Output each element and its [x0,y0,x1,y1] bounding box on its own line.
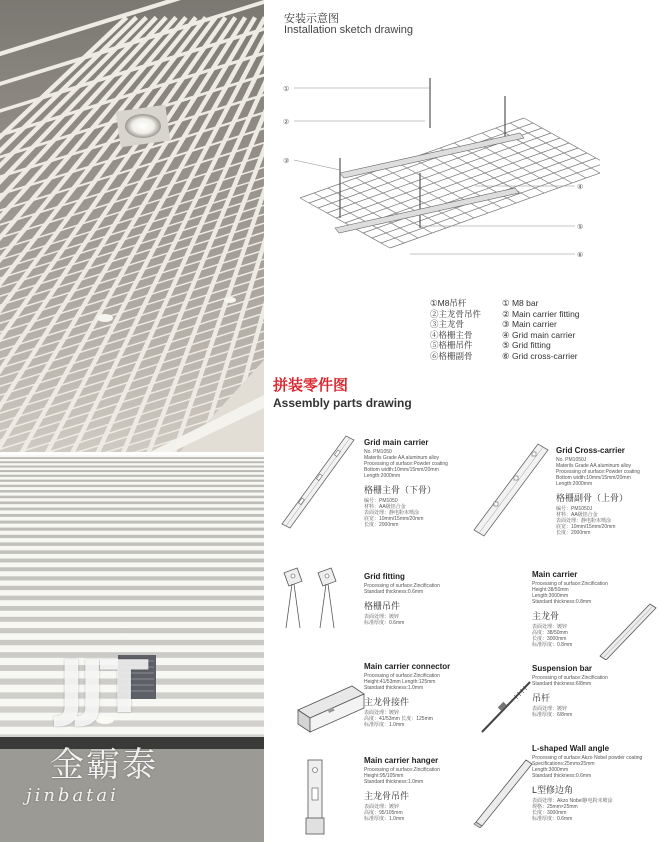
spec-line-cn: 长度：3000mm [532,810,567,816]
part-title: Grid main carrier [364,438,429,447]
part-title: Grid fitting [364,572,405,581]
assembly-title-cn: 拼装零件图 [273,377,349,394]
spec-line-cn: 底宽：10mm/15mm/20mm [556,524,616,530]
legend-cn-item: ⑤格栅吊件 [430,340,473,350]
part-title: Main carrier connector [364,662,451,671]
legend-cn-item: ⑥格栅副骨 [430,350,473,361]
spec-line: Standard thickness:6/8mm [532,681,592,687]
installation-title-cn: 安装示意图 [284,13,339,25]
spec-line: Height:41/53mm Length:125mm [364,679,436,685]
main-carrier-hanger-drawing [300,758,330,840]
part-title: Suspension bar [532,664,593,673]
spec-line-cn: 标准厚度：1.0mm [364,816,405,822]
spec-line: Processing of surface:Zincification [532,675,608,681]
wall-angle-drawing [470,756,536,828]
spec-line-cn: 表面处理：静电粉末喷涂 [364,510,420,516]
spec-line-cn: 长度：3000mm [532,636,567,642]
spec-line: Length:2000mm [556,481,593,487]
spec-sheet [270,0,660,842]
spec-line-cn: 表面处理：镀锌 [532,624,568,630]
spec-line: Standard thickness:1.0mm [364,685,424,691]
callout-4: ④ [577,184,584,191]
grid-cross-carrier-drawing [470,440,552,540]
logo-pinyin: jinbatai [26,785,119,806]
spec-line: Standard thickness:1.0mm [364,779,424,785]
spec-line: Materils Grade AA aluminum alloy [364,455,440,461]
part-grid-fitting [364,572,440,626]
spec-line: Length:3000mm [532,767,569,773]
part-grid-cross-carrier [556,446,640,536]
legend-en-item: ⑤ Grid fitting [502,340,551,350]
spec-line: Bottom width:10mm/15mm/20mm [364,467,439,473]
installation-title-en: Installation sketch drawing [284,24,414,36]
legend-cn-item: ②主龙骨吊件 [430,308,482,319]
legend-cn-item: ①M8吊杆 [430,298,467,308]
suspension-bar-drawing [476,678,536,736]
spec-line-cn: 标准厚度：1.0mm [364,722,405,728]
spec-line-cn: 标准厚度：0.6mm [532,816,573,822]
part-title: Grid Cross-carrier [556,446,625,455]
spec-line-cn: 高度：95/105mm [364,810,403,816]
spec-line-cn: 长度：2000mm [556,530,591,536]
part-title: Main carrier [532,570,578,579]
spec-line-cn: 编号：PM1050J [556,506,593,512]
spec-line-cn: 表面处理：镀锌 [532,706,568,712]
grid-fitting-drawing [280,566,350,636]
spec-line-cn: 标准厚度：0.6mm [364,620,405,626]
assembly-title-en: Assembly parts drawing [273,396,412,410]
spec-line-cn: 规格：25mm×25mm [532,804,578,810]
spec-line: No. PM1050J [556,457,587,463]
main-carrier-connector-drawing [292,680,370,736]
spec-line: Processing of surface:Zincification [364,583,440,589]
company-logo [26,645,190,835]
grid-ceiling-photo [0,0,264,452]
callout-3: ③ [283,158,290,165]
spec-line-cn: 表面处理：镀锌 [364,614,400,620]
installation-sketch [280,78,600,283]
spec-line-cn: 标准厚度：6/8mm [532,712,573,718]
legend-en-item: ③ Main carrier [502,319,557,329]
legend-en [502,298,580,361]
part-title-cn: 吊杆 [532,693,551,703]
spec-line-cn: 表面处理：静电粉末喷涂 [556,518,612,524]
spec-line: Processing of surface:Powder coating [364,461,448,467]
legend-en-item: ① M8 bar [502,298,539,308]
spec-line-cn: 标准厚度：0.8mm [532,642,573,648]
logo-mark: JJT [58,645,143,729]
spec-line-cn: 材料：AA级铝合金 [556,512,598,518]
part-title: Main carrier hanger [364,756,439,765]
part-title: L-shaped Wall angle [532,744,610,753]
legend-cn-item: ③主龙骨 [430,319,465,329]
spec-line-cn: 编号：PM1050 [364,498,398,504]
spec-line: Processing of surface:Zincification [532,581,608,587]
spec-line: Length:3000mm [532,593,569,599]
part-title-cn: 格栅主骨（下骨） [364,485,437,495]
part-title-cn: 主龙骨接件 [364,697,410,707]
spec-line: Standard thickness:0.6mm [532,773,592,779]
legend-en-item: ⑥ Grid cross-carrier [502,350,578,361]
part-title-cn: 格栅吊件 [364,601,401,611]
spec-line: No. PM1050 [364,449,392,455]
part-grid-main-carrier [364,438,448,528]
callout-6: ⑥ [577,252,584,259]
spec-line-cn: 长度：2000mm [364,522,399,528]
legend-cn [430,298,481,361]
spec-line: Height:38/50mm [532,587,569,593]
spec-line-cn: 表面处理：镀锌 [364,804,400,810]
spec-line: Processing of surface:Zincification [364,673,440,679]
spec-line: Standard thickness:0.6mm [364,589,424,595]
legend-en-item: ④ Grid main carrier [502,329,576,340]
callout-1: ① [283,86,290,93]
spec-line-cn: 高度：41/53mm 长度：125mm [364,716,433,722]
spec-line: Standard thickness:0.8mm [532,599,592,605]
legend-cn-item: ④格栅主骨 [430,329,473,340]
part-main-carrier-hanger [364,756,440,822]
part-title-cn: 主龙骨吊件 [364,791,410,801]
logo-chinese-name: 金霸泰 [50,745,158,785]
spec-line-cn: 底宽：10mm/15mm/20mm [364,516,424,522]
part-title-cn: 主龙骨 [532,611,560,621]
spec-line: Bottom width:10mm/15mm/20mm [556,475,631,481]
spec-line-cn: 表面处理：Akzo Nobel静电粉末喷涂 [532,798,613,804]
part-title-cn: L型修边角 [532,785,574,795]
spec-line: Materils Grade AA aluminum alloy [556,463,632,469]
main-carrier-drawing [596,600,658,660]
part-main-carrier-connector [364,662,450,728]
callout-5: ⑤ [577,224,584,231]
spec-line: Processing of surface:Zincification [364,767,440,773]
spec-line: Processing of surface:Powder coating [556,469,640,475]
spec-line: Length:2000mm [364,473,401,479]
part-suspension-bar [532,664,608,718]
callout-2: ② [283,119,290,126]
spec-line: Specifications:25mmx25mm [532,761,595,767]
spec-line-cn: 表面处理：镀锌 [364,710,400,716]
grid-main-carrier-drawing [278,432,360,532]
spec-line-cn: 高度：38/50mm [532,630,568,636]
part-title-cn: 格栅副骨（上骨） [556,493,629,503]
spec-line: Processing of surface:Akzo Nobel powder coating [532,755,643,761]
part-l-shaped-wall-angle [532,744,642,822]
legend-en-item: ② Main carrier fitting [502,308,580,319]
spec-line-cn: 材料：AA级铝合金 [364,504,406,510]
spec-line: Height:95/105mm [364,773,404,779]
